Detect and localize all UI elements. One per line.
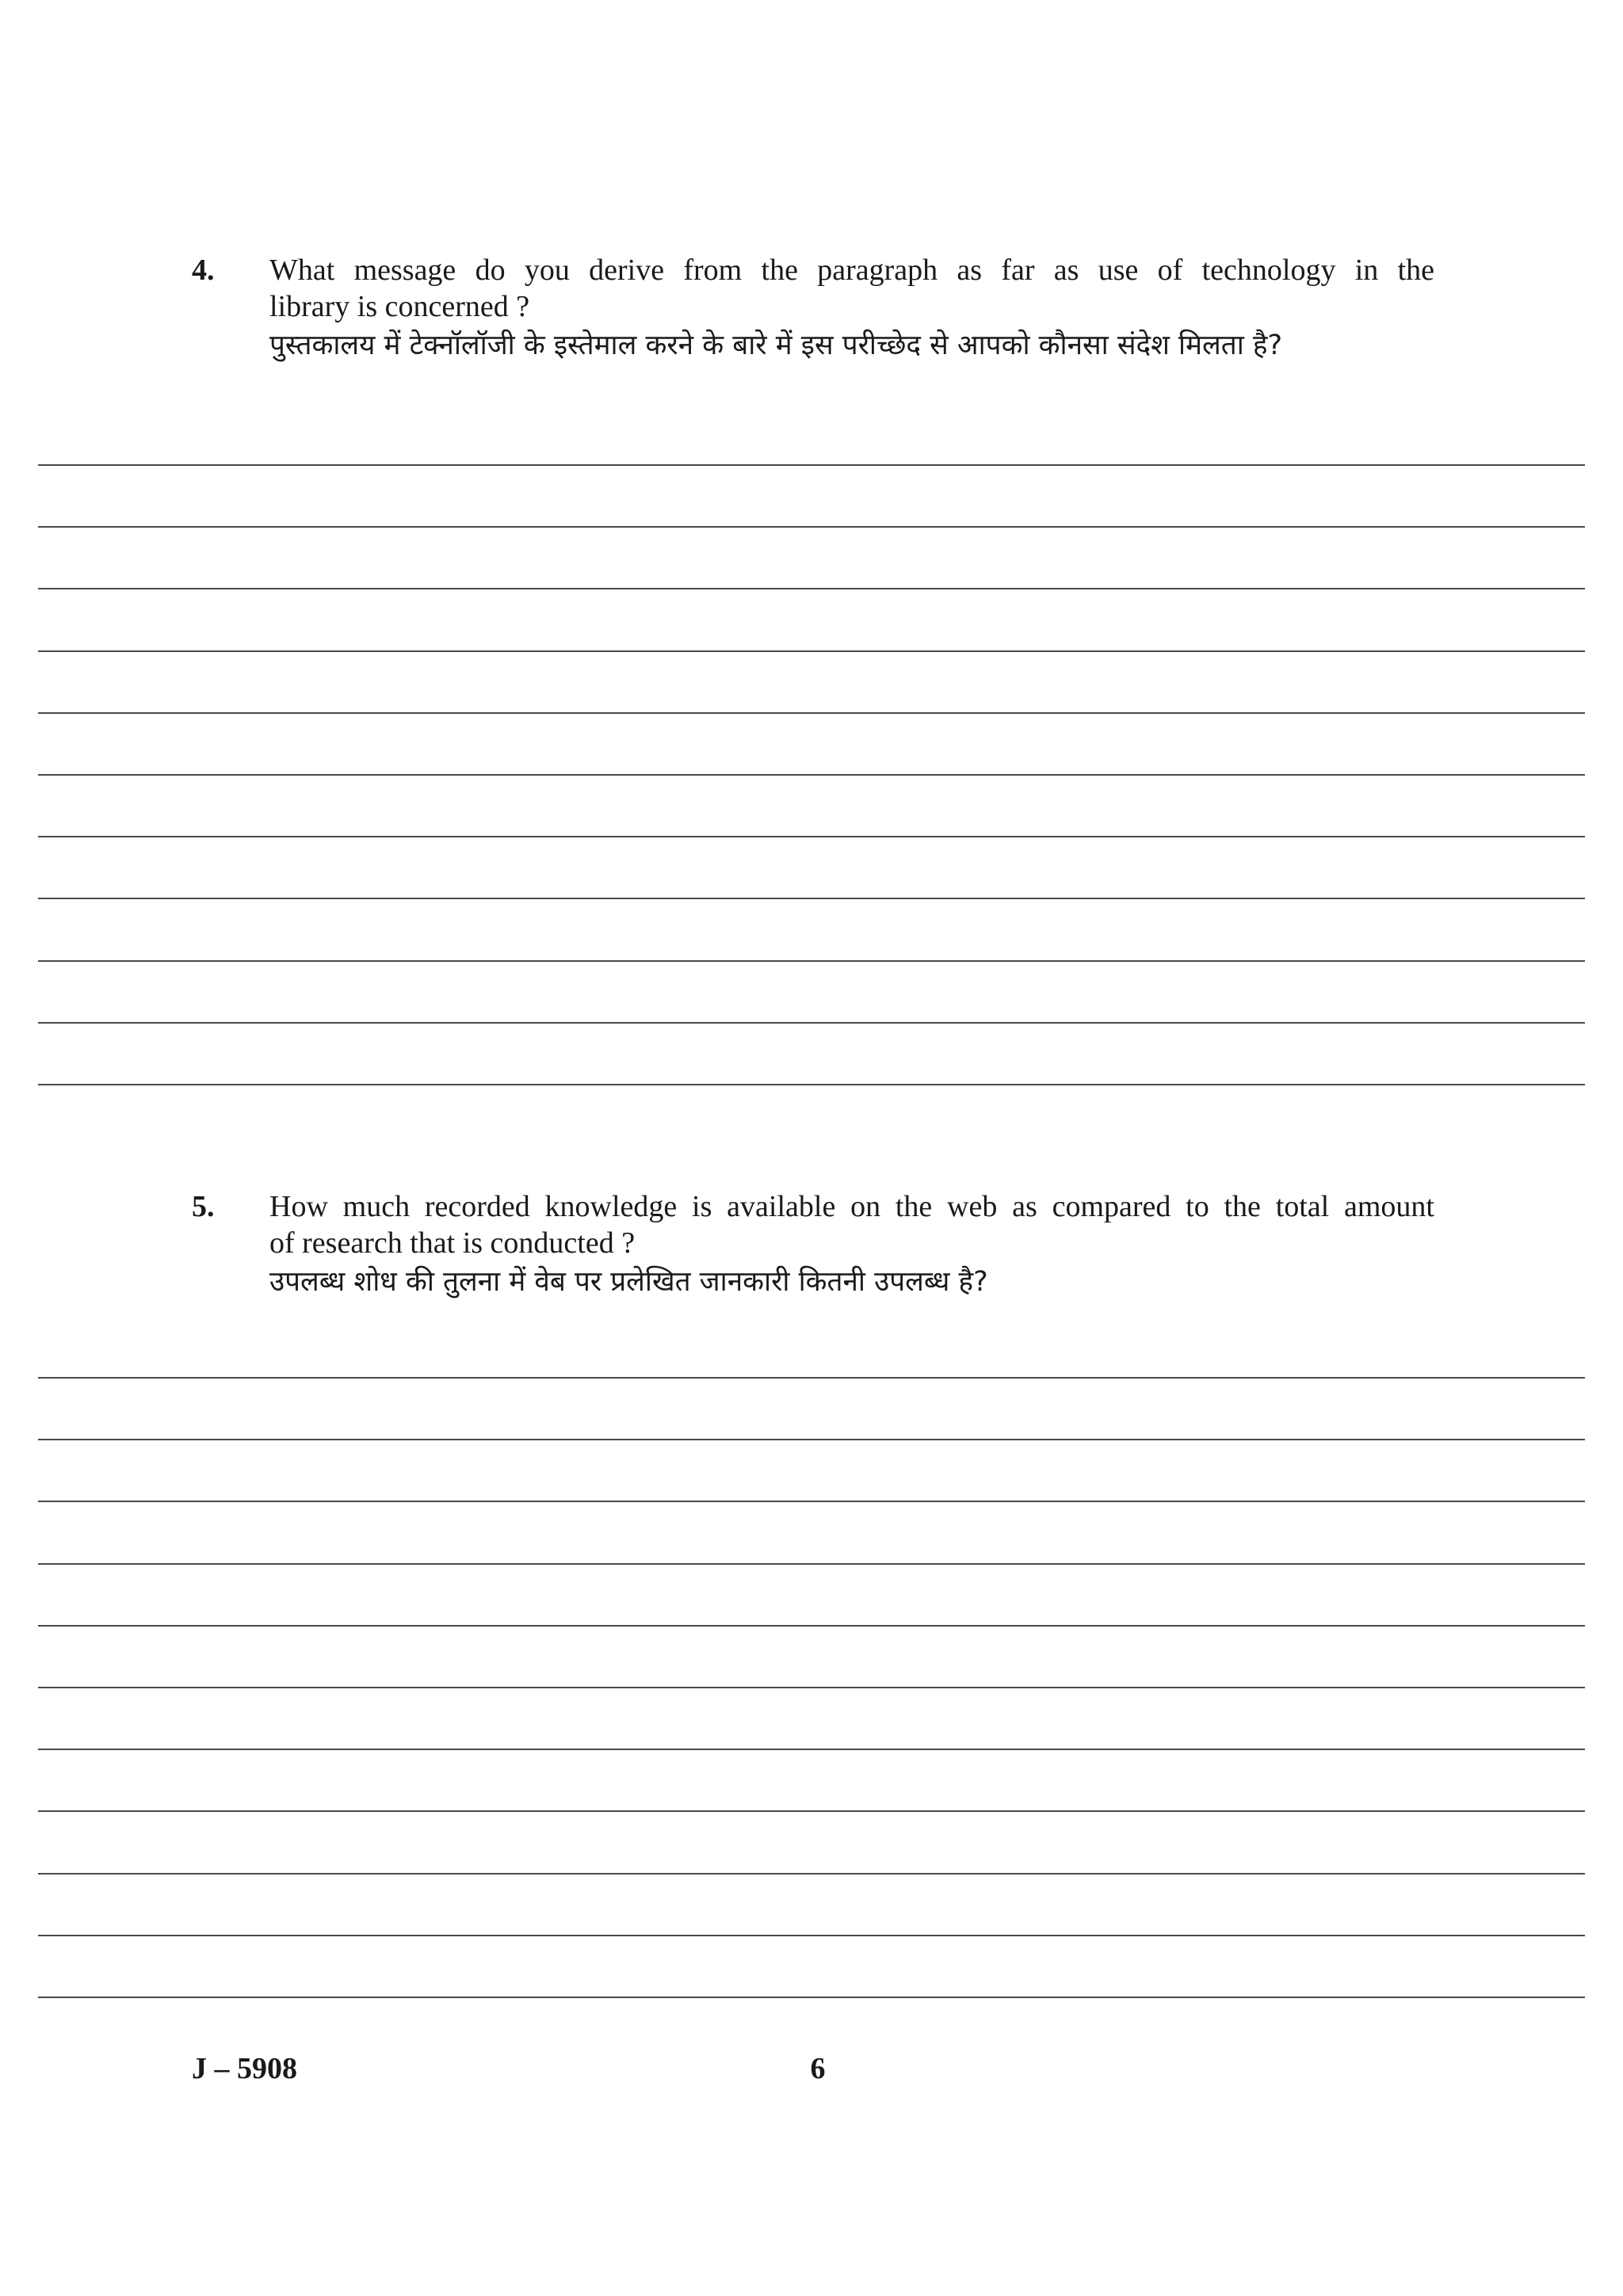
answer-line [38, 1625, 1585, 1627]
answer-area-question-4[interactable] [38, 464, 1585, 1085]
question-text-english-line2: library is concerned ? [269, 290, 530, 323]
answer-line [38, 712, 1585, 714]
answer-line [38, 1377, 1585, 1379]
question-text-english-line1: What message do you derive from the paragraph as far as use of technology in the [269, 254, 1434, 287]
paper-code: J – 5908 [192, 2052, 297, 2085]
answer-line [38, 1935, 1585, 1936]
question-text-english-line2: of research that is conducted ? [269, 1226, 636, 1260]
answer-line [38, 1810, 1585, 1812]
question-text-hindi: उपलब्ध शोध की तुलना में वेब पर प्रलेखित जानकारी कितनी उपलब्ध है? [269, 1266, 988, 1298]
question-number: 5. [192, 1190, 215, 1223]
answer-line [38, 960, 1585, 962]
answer-line [38, 898, 1585, 899]
answer-line [38, 1563, 1585, 1565]
question-text [269, 1188, 1434, 1302]
answer-line [38, 1084, 1585, 1085]
answer-line [38, 1439, 1585, 1440]
answer-line [38, 650, 1585, 652]
answer-line [38, 1997, 1585, 1998]
question-number: 4. [192, 254, 215, 287]
answer-line [38, 836, 1585, 837]
answer-line [38, 464, 1585, 466]
answer-line [38, 1501, 1585, 1502]
answer-line [38, 588, 1585, 589]
answer-line [38, 774, 1585, 776]
answer-line [38, 1873, 1585, 1875]
question-text-english-line1: How much recorded knowledge is available on the web as compared to the total amount [269, 1190, 1434, 1223]
question-text [269, 252, 1434, 366]
answer-line [38, 526, 1585, 528]
answer-line [38, 1022, 1585, 1024]
answer-area-question-5[interactable] [38, 1377, 1585, 1998]
answer-line [38, 1687, 1585, 1688]
page-number: 6 [810, 2052, 826, 2085]
question-text-hindi: पुस्तकालय में टेक्नॉलॉजी के इस्तेमाल करने के बारे में इस परीच्छेद से आपको कौनसा संदेश मिलता है? [269, 330, 1283, 361]
answer-line [38, 1749, 1585, 1750]
